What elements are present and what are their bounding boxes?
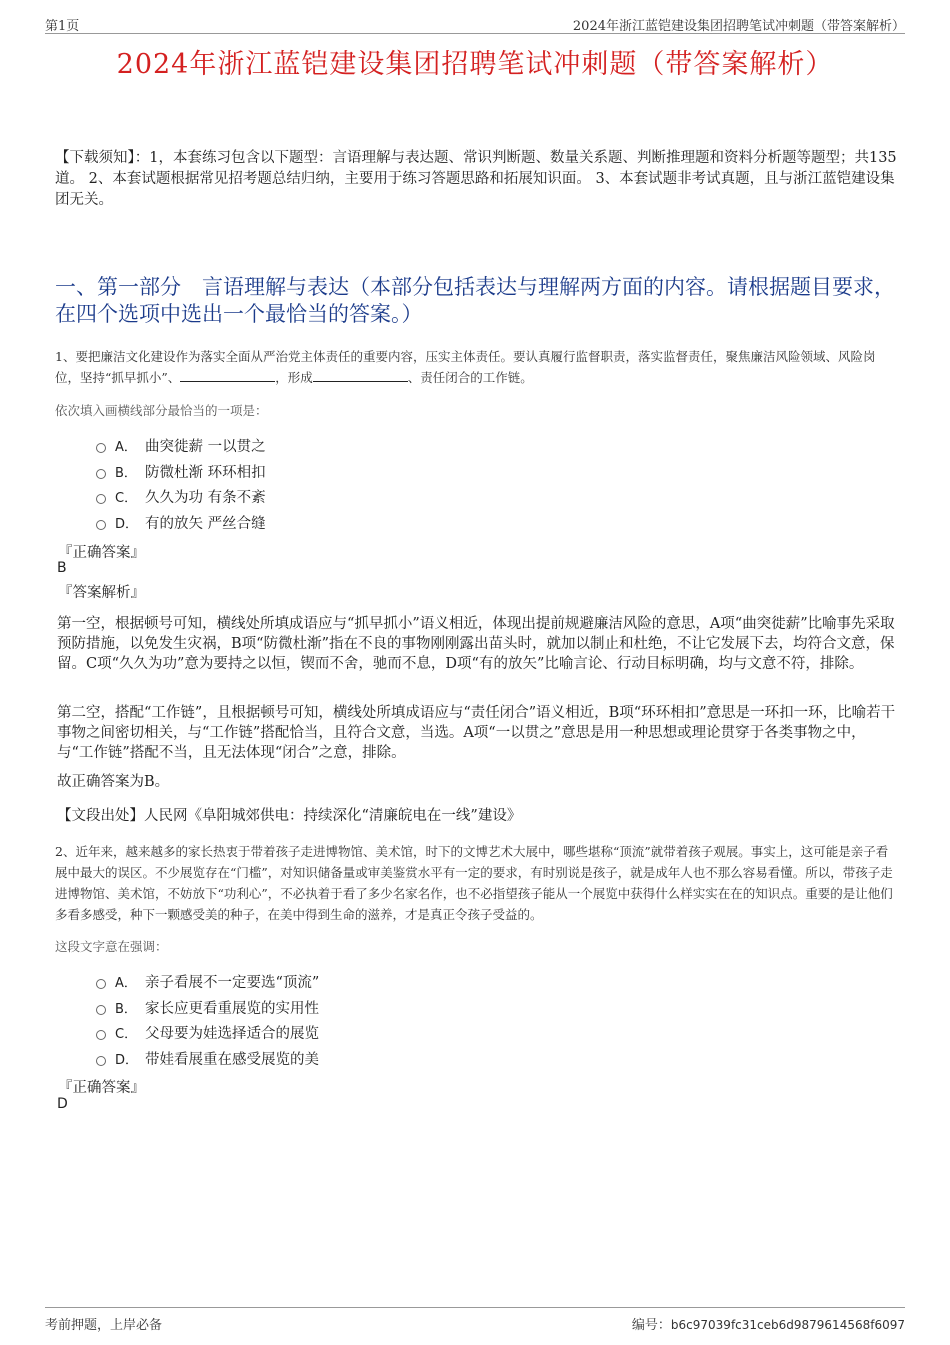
analysis-label: 『答案解析』 xyxy=(58,585,145,601)
option-d[interactable]: D． 带娃看展重在感受展览的美 xyxy=(96,1046,319,1072)
analysis-conclusion: 故正确答案为B。 xyxy=(57,774,170,790)
radio-icon[interactable] xyxy=(96,443,106,453)
radio-icon[interactable] xyxy=(96,1056,106,1066)
answer-label: 『正确答案』 xyxy=(58,545,145,561)
radio-icon[interactable] xyxy=(96,979,106,989)
question-2-text: 2、近年来，越来越多的家长热衷于带着孩子走进博物馆、美术馆，时下的文博艺术大展中，哪些堪称“顶流”就带着孩子观展。事实上，这可能是亲子看展中最大的误区。不少展览存在“门槛”，对知识储备量或审美鉴赏水平有一定的要求，有时别说是孩子，就是成年人也不那么容易看懂。所以，带孩子走进博物馆、美术馆，不妨放下“功利心”，不必执着于看了多少名家名作，也不必指望孩子能从一个展览中获得什么样实实在在的知识点。重要的是让他们多看多感受，种下一颗感受美的种子，在美中得到生命的滋养，才是真正令孩子受益的。 xyxy=(55,844,893,922)
question-1-prompt: 依次填入画横线部分最恰当的一项是： xyxy=(55,403,268,418)
header-doc-title: 2024年浙江蓝铠建设集团招聘笔试冲刺题（带答案解析） xyxy=(572,19,905,34)
footer-slogan: 考前押题，上岸必备 xyxy=(45,1318,163,1333)
option-a[interactable]: A． 曲突徙薪 一以贯之 xyxy=(96,433,266,459)
download-notice: 【下载须知】：1，本套练习包含以下题型：言语理解与表达题、常识判断题、数量关系题、判断推理题和资料分析题等题型；共135道。 2、本套试题根据常见招考题总结归纳，主要用于练习答题思路和拓展知识面。 3、本套试题非考试真题，且与浙江蓝铠建设集团无关。 xyxy=(55,150,897,208)
question-2-prompt: 这段文字意在强调： xyxy=(55,939,168,954)
radio-icon[interactable] xyxy=(96,494,106,504)
option-c[interactable]: C． 久久为功 有条不紊 xyxy=(96,484,266,510)
page-footer xyxy=(45,1307,905,1333)
page-number: 第1页 xyxy=(45,19,80,34)
document-code: 编号：b6c97039fc31ceb6d9879614568f6097 xyxy=(631,1318,905,1333)
option-a[interactable]: A． 亲子看展不一定要选“顶流” xyxy=(96,969,319,995)
section-title: 一、第一部分 言语理解与表达（本部分包括表达与理解两方面的内容。请根据题目要求，在四个选项中选出一个最恰当的答案。） xyxy=(55,275,895,326)
option-b[interactable]: B． 家长应更看重展览的实用性 xyxy=(96,995,319,1021)
radio-icon[interactable] xyxy=(96,1005,106,1015)
answer-label: 『正确答案』 xyxy=(58,1080,145,1096)
answer-value: D xyxy=(57,1096,68,1112)
analysis-paragraph: 第一空，根据顿号可知，横线处所填成语应与“抓早抓小”语义相近，体现出提前规避廉洁风险的意思，A项“曲突徙薪”比喻事先采取预防措施，以免发生灾祸，B项“防微杜渐”指在不良的事物刚刚露出苗头时，就加以制止和杜绝，不让它发展下去，均符合文意，保留。C项“久久为功”意为要持之以恒，锲而不舍，驰而不息，D项“有的放矢”比喻言论、行动目标明确，均与文意不符，排除。 xyxy=(57,616,895,672)
blank-1 xyxy=(180,369,275,382)
option-d[interactable]: D． 有的放矢 严丝合缝 xyxy=(96,510,266,536)
source-citation: 【文段出处】人民网《阜阳城郊供电：持续深化“清廉皖电在一线”建设》 xyxy=(57,808,522,824)
option-b[interactable]: B． 防微杜渐 环环相扣 xyxy=(96,459,266,485)
answer-value: B xyxy=(57,560,67,576)
question-2-options xyxy=(96,969,319,1071)
document-title: 2024年浙江蓝铠建设集团招聘笔试冲刺题（带答案解析） xyxy=(116,49,834,80)
blank-2 xyxy=(313,369,408,382)
option-c[interactable]: C． 父母要为娃选择适合的展览 xyxy=(96,1020,319,1046)
page-header xyxy=(45,13,905,34)
radio-icon[interactable] xyxy=(96,1030,106,1040)
radio-icon[interactable] xyxy=(96,469,106,479)
analysis-paragraph: 第二空，搭配“工作链”，且根据顿号可知，横线处所填成语应与“责任闭合”语义相近，B项“环环相扣”意思是一环扣一环，比喻若干事物之间密切相关，与“工作链”搭配恰当，且符合文意，当选。A项“一以贯之”意思是用一种思想或理论贯穿于各类事物之中，与“工作链”搭配不当，且无法体现“闭合”之意，排除。 xyxy=(57,705,896,761)
question-1-options xyxy=(96,433,266,535)
question-1-text: 1、要把廉洁文化建设作为落实全面从严治党主体责任的重要内容，压实主体责任。要认真履行监督职责，落实监督责任，聚焦廉洁风险领域、风险岗位，坚持“抓早抓小”、 ，形成 、责任闭合的工作链。 xyxy=(55,349,876,385)
radio-icon[interactable] xyxy=(96,520,106,530)
